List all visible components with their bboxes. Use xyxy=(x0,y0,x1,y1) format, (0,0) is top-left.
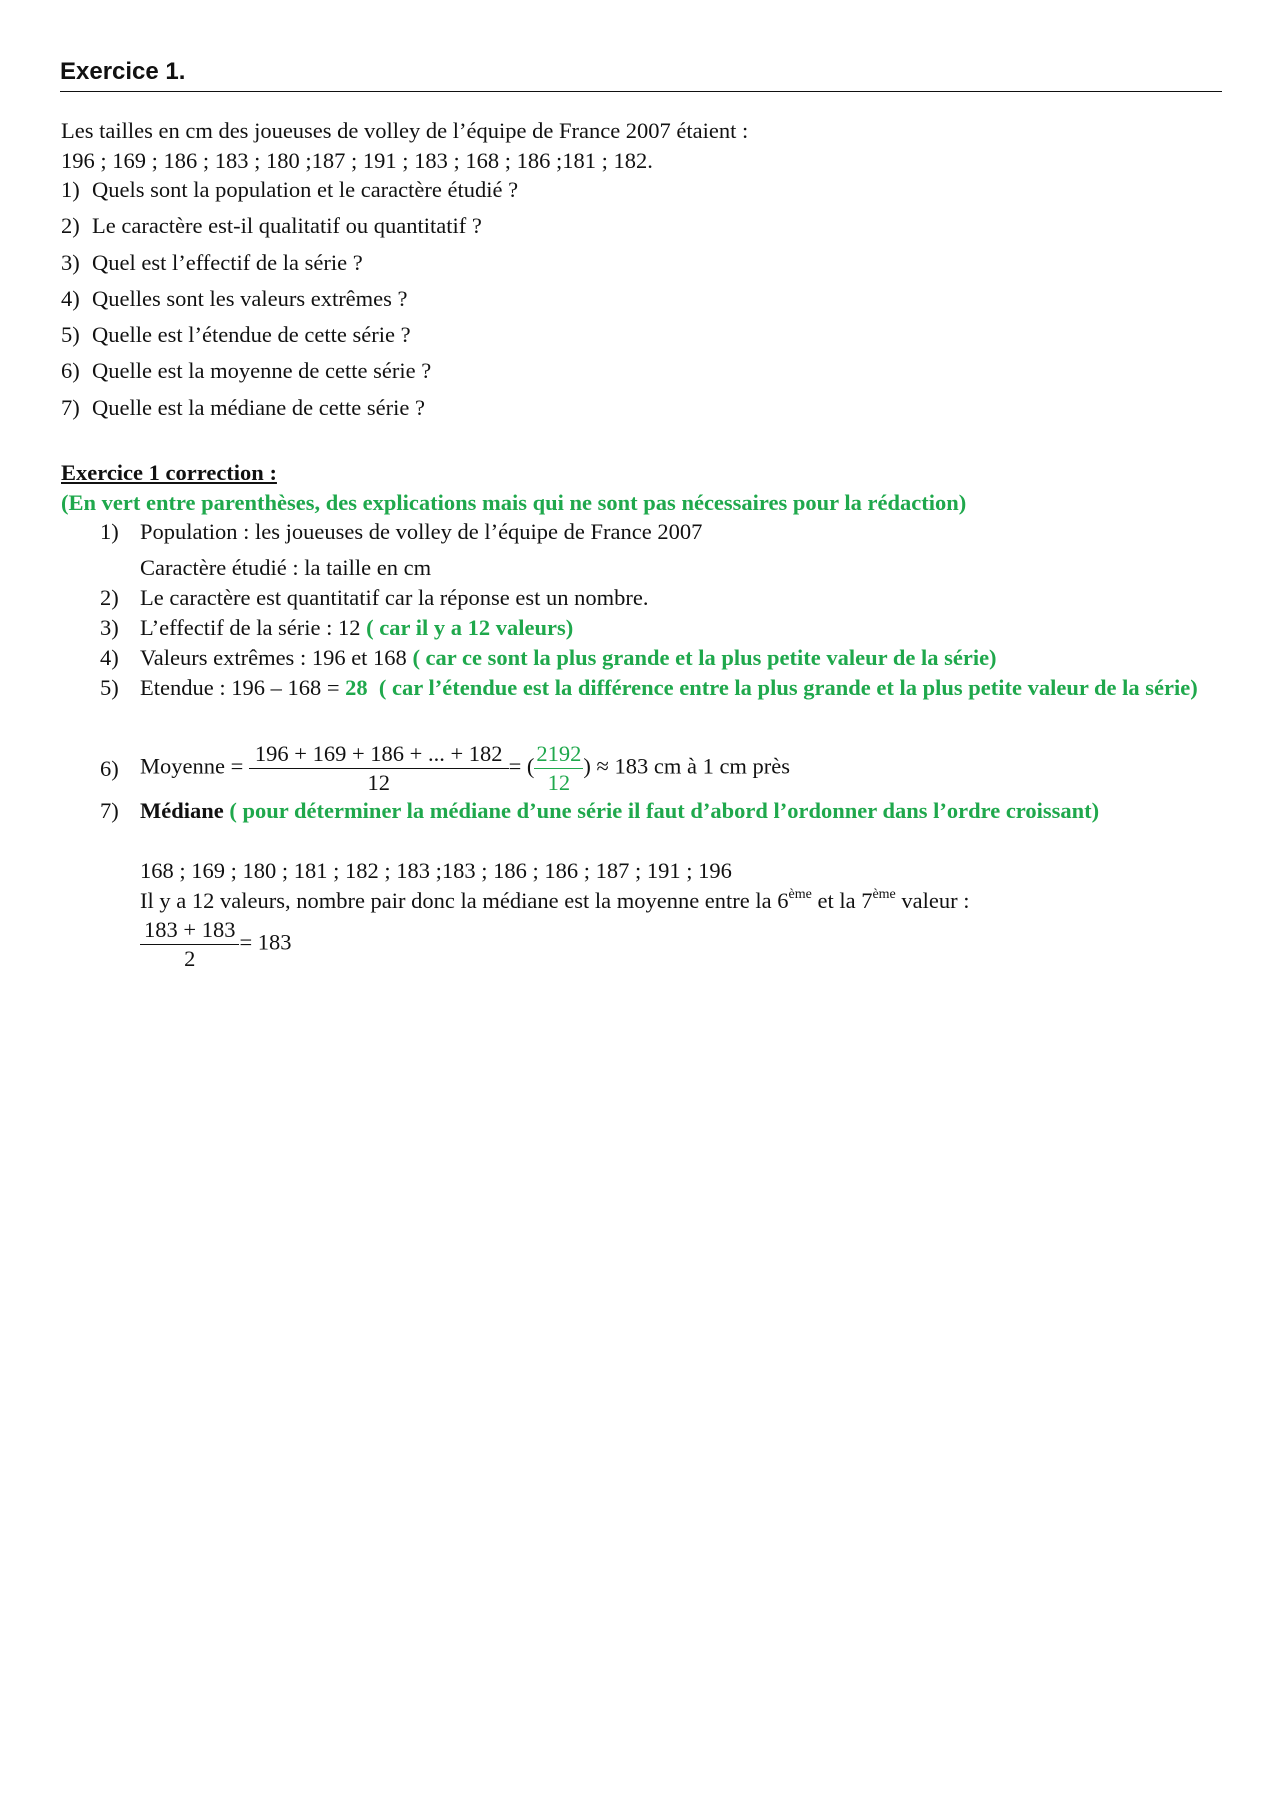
question-item: 1) Quels sont la population et le caractère étudié ? xyxy=(61,177,519,202)
question-list xyxy=(61,175,518,429)
question-item: 7) Quelle est la médiane de cette série ? xyxy=(61,394,425,420)
mean-fraction: $\frac{196 + 169 + 186 + ... + 182}{12}$ xyxy=(249,740,509,797)
answer-5-text: Etendue : 196 – 168 = 28 ( car l’étendue est la différence entre la plus grande et la plus petite valeur de la série) xyxy=(140,675,1198,700)
document-page: Exercice 1. Les tailles en cm des joueuses de volley de l’équipe de France 2007 étaient : 196 ; 169 ; 186 ; 183 ; 180 ;187 ; 191 ; 183 ; 168 ; 186 ;181 ; 182. 1) Quels sont la population et le caractère étudié ? 2) Le caractère est-il qualitatif ou quantitatif ? 3) Quel est l’effectif de la série ? 4) Quelles sont les valeurs extrêmes ? 5) Quelle est l’étendue de cette série ? 6) Quelle est la moyenne de cette série ? 7) Quelle est la médiane de cette série ? Exercice 1 correction : (En vert entre parenthèses, des explications mais qui ne sont pas nécessaires pour la rédaction) 1) Population : les joueuses de volley de l’équipe de France 2007 Caractère étudié : la taille en cm 2) Le caractère est quantitatif car la réponse est un nombre. 3) L’effectif de la série : 12 ( car il y a 12 valeurs) 4) Valeurs extrêmes : 196 et 168 ( car ce sont la plus grande et la plus petite valeur de la série) 5) Etendue : 196 – 168 = 28 ( car l’étendue est la différence entre la plus grande et la plus petite valeur de la série) 6) Moyenne = $\frac{196 + 169 + 186 + ... + 182}{12}$ = ( $\frac{2192}{12}$ ) ≈ 183 cm à 1 cm près 7) Médiane ( pour déterminer la médiane d’une série il faut d’abord l’ordonner dans l’ordre croissant) 168 ; 169 ; 180 ; 181 ; 182 ; 183 ;183 ; 186 ; 186 ; 187 ; 191 ; 196 Il y a 12 valeurs, nombre pair donc la médiane est la moyenne entre la 6ème et la 7ème valeur : $\frac{183 + 183}{2}$ = 183 xyxy=(0,0,1280,1811)
answer-7-text: Médiane ( pour déterminer la médiane d’une série il faut d’abord l’ordonner dans l’ordre croissant) xyxy=(140,798,1100,823)
median-fraction: $\frac{183 + 183}{2}$ xyxy=(140,916,239,973)
question-item: 4) Quelles sont les valeurs extrêmes ? xyxy=(61,285,408,311)
exercise-title: Exercice 1. xyxy=(60,58,1222,92)
question-item: 3) Quel est l’effectif de la série ? xyxy=(61,249,363,275)
question-item: 6) Quelle est la moyenne de cette série ? xyxy=(61,358,432,384)
answer-6: 6) Moyenne = $\frac{196 + 169 + 186 + ... + 182}{12}$ = ( $\frac{2192}{12}$ ) ≈ 183 cm à 1 cm près xyxy=(100,741,791,795)
mean-result-fraction: $\frac{2192}{12}$ xyxy=(536,741,582,795)
intro-line-1: Les tailles en cm des joueuses de volley de l’équipe de France 2007 étaient : xyxy=(61,118,749,143)
question-item: 2) Le caractère est-il qualitatif ou quantitatif ? xyxy=(61,213,482,239)
sorted-series: 168 ; 169 ; 180 ; 181 ; 182 ; 183 ;183 ; 186 ; 186 ; 187 ; 191 ; 196 xyxy=(140,858,732,883)
correction-title: Exercice 1 correction : xyxy=(61,460,277,485)
median-explanation: Il y a 12 valeurs, nombre pair donc la médiane est la moyenne entre la 6ème et la 7ème valeur : xyxy=(140,887,970,913)
correction-note: (En vert entre parenthèses, des explications mais qui ne sont pas nécessaires pour la rédaction) xyxy=(61,490,967,515)
median-calculation: $\frac{183 + 183}{2}$ = 183 xyxy=(140,916,292,976)
question-item: 5) Quelle est l’étendue de cette série ? xyxy=(61,322,411,348)
intro-data-series: 196 ; 169 ; 186 ; 183 ; 180 ;187 ; 191 ; 183 ; 168 ; 186 ;181 ; 182. xyxy=(61,148,653,173)
exercise-intro xyxy=(61,116,748,176)
